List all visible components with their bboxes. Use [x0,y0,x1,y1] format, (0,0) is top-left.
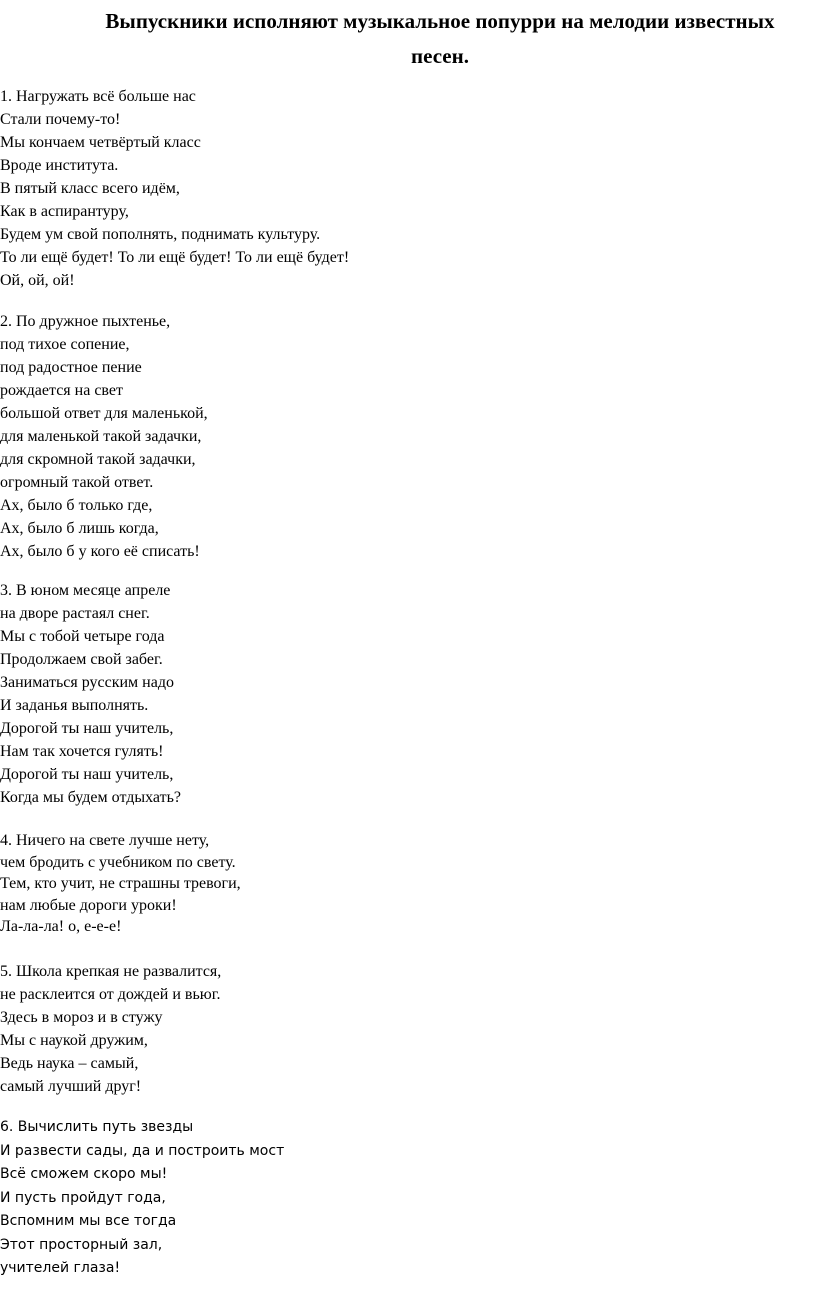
stanza-line: Ах, было б только где, [0,497,153,514]
stanza-line: самый лучший друг! [0,1078,142,1095]
stanza-line: То ли ещё будет! То ли ещё будет! То ли ещё будет! [0,249,350,266]
stanza-line: И заданья выполнять. [0,697,149,714]
stanza-line: Будем ум свой пополнять, поднимать культуру. [0,226,321,243]
stanza-line: под тихое сопение, [0,336,130,353]
title-line-1: Выпускники исполняют музыкальное попурри на мелодии известных [105,9,775,33]
stanza-line: 2. По дружное пыхтенье, [0,313,171,330]
stanza-line: чем бродить с учебником по свету. [0,853,236,871]
stanza-line: Ах, было б лишь когда, [0,520,159,537]
stanza-line: для маленькой такой задачки, [0,428,202,445]
stanza-line: Вроде института. [0,157,119,174]
page-title [60,4,816,74]
stanza-line: В пятый класс всего идём, [0,180,180,197]
stanza-2 [0,310,208,563]
stanza-line: Дорогой ты наш учитель, [0,720,174,737]
stanza-line: рождается на свет [0,382,123,399]
stanza-3 [0,579,181,809]
stanza-line: Ла-ла-ла! о, е-е-е! [0,918,122,935]
stanza-line: Мы с тобой четыре года [0,628,165,645]
stanza-line: Ах, было б у кого её списать! [0,543,200,560]
stanza-line: Продолжаем свой забег. [0,651,163,668]
stanza-line: Этот просторный зал, [0,1236,163,1253]
stanza-line: Как в аспирантуру, [0,203,129,220]
stanza-line: И развести сады, да и построить мост [0,1142,285,1159]
stanza-line: Ведь наука – самый, [0,1055,139,1072]
stanza-line: Всё сможем скоро мы! [0,1166,168,1182]
title-line-2: песен. [411,44,469,68]
stanza-line: Когда мы будем отдыхать? [0,789,181,806]
stanza-5 [0,960,221,1098]
stanza-line: 3. В юном месяце апреле [0,582,171,599]
stanza-line: Ой, ой, ой! [0,272,75,289]
stanza-line: Мы с наукой дружим, [0,1032,148,1049]
stanza-line: на дворе растаял снег. [0,605,150,622]
stanza-line: И пусть пройдут года, [0,1189,166,1206]
stanza-line: большой ответ для маленькой, [0,405,208,422]
stanza-line: под радостное пение [0,359,142,376]
stanza-line: Мы кончаем четвёртый класс [0,134,201,151]
stanza-line: 4. Ничего на свете лучше нету, [0,832,210,849]
stanza-line: не расклеится от дождей и вьюг. [0,986,221,1003]
stanza-line: Заниматься русским надо [0,674,174,691]
stanza-line: для скромной такой задачки, [0,451,196,468]
stanza-line: учителей глаза! [0,1260,121,1276]
stanza-line: Здесь в мороз и в стужу [0,1009,163,1026]
stanza-line: огромный такой ответ. [0,474,154,491]
stanza-line: 5. Школа крепкая не развалится, [0,963,222,980]
stanza-line: Дорогой ты наш учитель, [0,766,174,783]
stanza-line: 1. Нагружать всё больше нас [0,88,196,105]
stanza-line: 6. Вычислить путь звезды [0,1119,194,1135]
stanza-line: Стали почему-то! [0,111,121,128]
stanza-6 [0,1116,284,1281]
stanza-line: Вспомним мы все тогда [0,1213,177,1229]
stanza-1 [0,85,349,292]
stanza-line: нам любые дороги уроки! [0,896,177,914]
stanza-4 [0,830,241,938]
stanza-line: Нам так хочется гулять! [0,743,164,760]
stanza-line: Тем, кто учит, не страшны тревоги, [0,875,241,892]
